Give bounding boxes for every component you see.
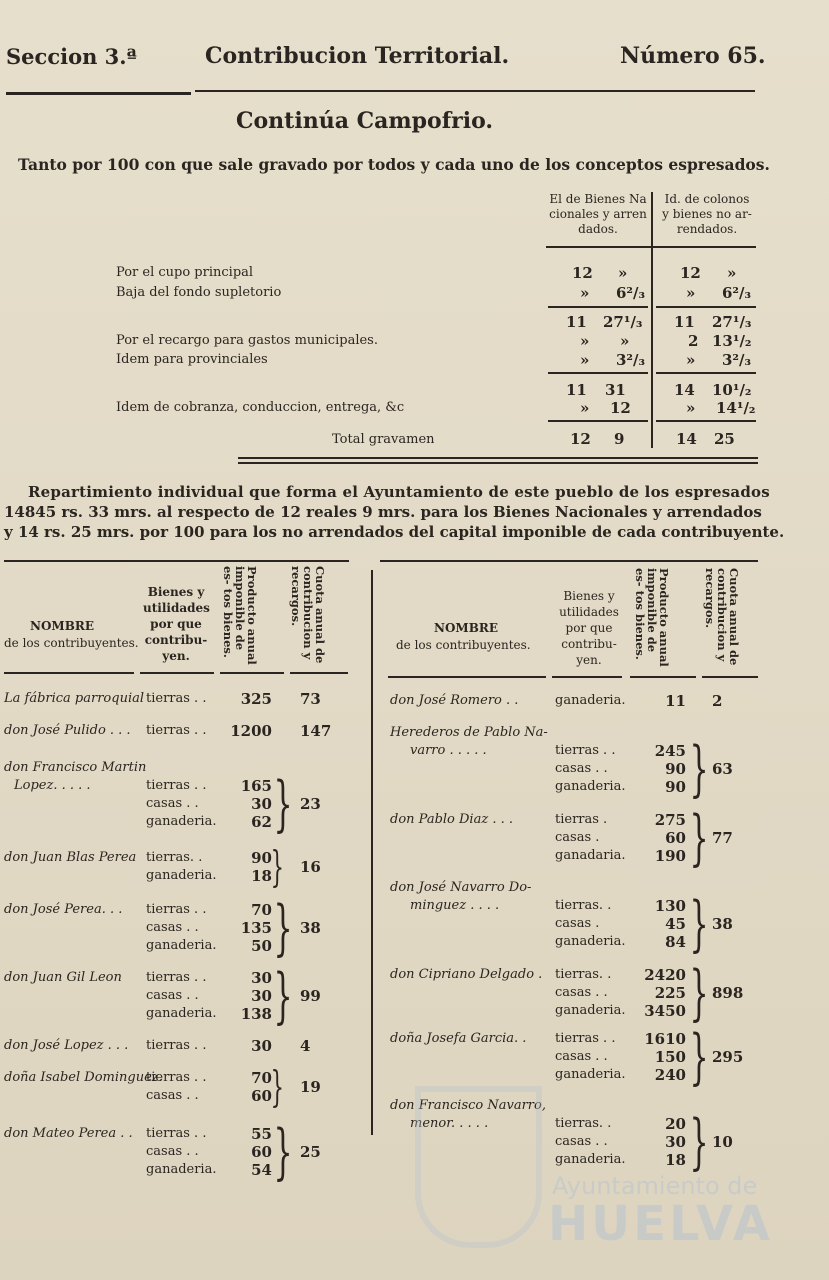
asset-value: 135 (240, 919, 272, 937)
asset-value: 150 (654, 1048, 686, 1066)
contributor-name: don Francisco Martin (4, 760, 147, 775)
row-cupo-a1: 12 (572, 264, 593, 282)
table-top-rule-right (380, 560, 758, 562)
tanto-line: Tanto por 100 con que sale gravado por todos y cada uno de los conceptos espresados. (18, 155, 770, 174)
asset-type: tierras. . (555, 967, 612, 982)
col-header-colonos: Id. de colonos y bienes no ar- rendados. (662, 192, 752, 236)
row-label-total: Total gravamen (332, 432, 435, 447)
asset-value: 30 (251, 987, 272, 1005)
cuota-value: 10 (712, 1133, 733, 1151)
asset-value: 275 (654, 811, 686, 829)
row-mun-b1: 2 (688, 332, 699, 350)
asset-type: ganaderia. (146, 868, 217, 883)
row-label-municipales: Por el recargo para gastos municipales. (116, 333, 378, 348)
table-top-rule-left (4, 560, 349, 562)
th-producto-left: Producto anual imponible de es- tos bienes. (221, 566, 259, 665)
asset-type: casas . . (555, 985, 608, 1000)
asset-type: casas . (555, 916, 600, 931)
row-cupo-b2: » (727, 264, 737, 282)
asset-type: casas . . (146, 988, 199, 1003)
contributor-name: don Juan Gil Leon (4, 970, 122, 985)
section-label: Seccion 3.ª (6, 44, 137, 69)
town-subtitle: Continúa Campofrio. (236, 108, 494, 134)
cuota-value: 25 (300, 1143, 321, 1161)
asset-value: 2420 (644, 966, 686, 984)
brace-icon: } (270, 1062, 285, 1111)
th-rule-6 (552, 676, 622, 678)
brace-icon: } (689, 1022, 709, 1092)
contributor-name: menor. . . . . (410, 1116, 489, 1131)
page-number: Número 65. (620, 43, 766, 69)
row-label-baja: Baja del fondo supletorio (116, 285, 282, 300)
row-mun-b2: 13¹/₂ (712, 332, 752, 350)
row-prov-b1: » (686, 351, 696, 369)
row-sub1-a2: 27¹/₃ (603, 313, 643, 331)
asset-value: 54 (251, 1161, 272, 1179)
asset-value: 62 (251, 813, 272, 831)
brace-icon: } (270, 842, 285, 891)
total-rule-a (548, 420, 648, 422)
row-sub1-a1: 11 (566, 313, 587, 331)
contributor-name: varro . . . . . (410, 743, 487, 758)
brace-icon: } (689, 958, 709, 1028)
asset-type: ganaderia. (555, 693, 626, 708)
th-rule-7 (630, 676, 696, 678)
asset-type: casas . . (146, 796, 199, 811)
asset-type: tierras . . (146, 1038, 207, 1053)
contributor-name: don Pablo Diaz . . . (390, 812, 513, 827)
reparto-line-3: y 14 rs. 25 mrs. por 100 para los no arrendados del capital imponible de cada contribuyente. (4, 523, 785, 541)
asset-value: 190 (654, 847, 686, 865)
asset-value: 138 (240, 1005, 272, 1023)
asset-type: tierras . . (555, 1031, 616, 1046)
asset-value: 11 (665, 692, 686, 710)
asset-value: 60 (251, 1143, 272, 1161)
asset-type: casas . . (555, 761, 608, 776)
contributor-name: don Francisco Navarro, (390, 1098, 546, 1113)
brace-icon: } (273, 961, 293, 1031)
asset-value: 20 (665, 1115, 686, 1133)
asset-value: 325 (240, 690, 272, 708)
contributor-name: don José Navarro Do- (390, 880, 532, 895)
col-header-nacionales: El de Bienes Na cionales y arren dados. (549, 192, 647, 236)
asset-value: 84 (665, 933, 686, 951)
asset-type: tierras. . (555, 1116, 612, 1131)
contributor-name: don José Romero . . (390, 693, 519, 708)
brace-icon: } (273, 1117, 293, 1187)
cuota-value: 38 (300, 919, 321, 937)
brace-icon: } (689, 734, 709, 804)
th-contrib-right: de los contribuyentes. (396, 638, 531, 652)
row-cupo-b1: 12 (680, 264, 701, 282)
row-prov-b2: 3²/₃ (722, 351, 752, 369)
row-cob-a2: 12 (610, 399, 631, 417)
contributor-name: don Juan Blas Perea (4, 850, 137, 865)
contributor-name: don José Perea. . . (4, 902, 123, 917)
row-label-cobranza: Idem de cobranza, conduccion, entrega, &c (116, 400, 405, 415)
row-prov-a2: 3²/₃ (616, 351, 646, 369)
asset-type: tierras . . (146, 691, 207, 706)
row-baja-b2: 6²/₃ (722, 284, 752, 302)
subtotal-rule-2b (656, 372, 756, 374)
double-rule-top (238, 457, 758, 459)
subtotal-rule-2a (548, 372, 648, 374)
th-rule-5 (388, 676, 546, 678)
contributor-name: Lopez. . . . . (14, 778, 91, 793)
brace-icon: } (689, 889, 709, 959)
header-rule-left (6, 92, 191, 95)
asset-type: tierras . . (555, 743, 616, 758)
asset-value: 90 (665, 760, 686, 778)
asset-value: 225 (654, 984, 686, 1002)
asset-value: 3450 (644, 1002, 686, 1020)
asset-value: 165 (240, 777, 272, 795)
cuota-value: 295 (712, 1048, 744, 1066)
asset-type: ganaderia. (146, 1006, 217, 1021)
brace-icon: } (273, 893, 293, 963)
asset-type: ganaderia. (555, 1067, 626, 1082)
th-rule-3 (220, 672, 284, 674)
asset-type: tierras . . (146, 970, 207, 985)
asset-type: casas . . (555, 1049, 608, 1064)
row-baja-a1: » (580, 284, 590, 302)
row-sub1-b1: 11 (674, 313, 695, 331)
row-cob-b1: » (686, 399, 696, 417)
th-rule-1 (4, 672, 134, 674)
double-rule-bottom (238, 462, 758, 464)
row-label-cupo: Por el cupo principal (116, 265, 254, 280)
reparto-line-2: 14845 rs. 33 mrs. al respecto de 12 reales 9 mrs. para los Bienes Nacionales y arrendados (4, 503, 762, 521)
asset-value: 90 (251, 849, 272, 867)
th-rule-2 (140, 672, 214, 674)
row-baja-b1: » (686, 284, 696, 302)
th-contrib-left: de los contribuyentes. (4, 636, 139, 650)
th-rule-8 (702, 676, 758, 678)
row-prov-a1: » (580, 351, 590, 369)
row-mun-a1: » (580, 332, 590, 350)
contributor-name: don Cipriano Delgado . (390, 967, 543, 982)
cuota-value: 23 (300, 795, 321, 813)
cuota-value: 38 (712, 915, 733, 933)
asset-type: ganaderia. (146, 814, 217, 829)
row-cupo-a2: » (618, 264, 628, 282)
contributor-name: don José Lopez . . . (4, 1038, 129, 1053)
cuota-value: 4 (300, 1037, 311, 1055)
row-baja-a2: 6²/₃ (616, 284, 646, 302)
brace-icon: } (689, 803, 709, 873)
asset-type: tierras. . (146, 850, 203, 865)
asset-type: casas . . (555, 1134, 608, 1149)
row-label-provinciales: Idem para provinciales (116, 352, 268, 367)
page-title: Contribucion Territorial. (205, 43, 510, 69)
th-bienes-left: Bienes y utilidades por que contribu- yen. (143, 585, 210, 663)
brace-icon: } (689, 1107, 709, 1177)
cuota-value: 147 (300, 722, 332, 740)
watermark-line-1: Ayuntamiento de (552, 1172, 758, 1200)
asset-type: ganadaria. (555, 848, 626, 863)
subtotal-rule-1b (656, 306, 756, 308)
asset-value: 60 (665, 829, 686, 847)
th-bienes-right: Bienes y utilidades por que contribu- yen. (559, 589, 619, 667)
asset-value: 55 (251, 1125, 272, 1143)
row-sub1-b2: 27¹/₃ (712, 313, 752, 331)
cuota-value: 19 (300, 1078, 321, 1096)
th-cuota-left: Cuota anual de contribucion y recargos. (289, 566, 327, 664)
watermark-shield-icon (415, 1086, 542, 1248)
row-mun-a2: » (620, 332, 630, 350)
asset-value: 70 (251, 901, 272, 919)
asset-value: 60 (251, 1087, 272, 1105)
asset-type: tierras . . (146, 902, 207, 917)
asset-type: tierras . . (146, 1126, 207, 1141)
row-cob-a1: » (580, 399, 590, 417)
reparto-line-1: Repartimiento individual que forma el Ayuntamiento de este pueblo de los espresados (28, 483, 770, 501)
asset-type: ganaderia. (146, 938, 217, 953)
cuota-value: 77 (712, 829, 733, 847)
asset-value: 130 (654, 897, 686, 915)
asset-value: 18 (251, 867, 272, 885)
row-total-b1: 14 (676, 430, 697, 448)
contributor-name: don José Pulido . . . (4, 723, 131, 738)
total-rule-b (656, 420, 756, 422)
asset-type: casas . (555, 830, 600, 845)
asset-type: ganaderia. (555, 1152, 626, 1167)
cuota-value: 898 (712, 984, 744, 1002)
asset-type: ganaderia. (555, 1003, 626, 1018)
asset-type: tierras. . (555, 898, 612, 913)
contributor-name: Herederos de Pablo Na- (390, 725, 548, 740)
asset-value: 50 (251, 937, 272, 955)
cuota-value: 2 (712, 692, 723, 710)
subtotal-rule-1a (548, 306, 648, 308)
contributor-name: minguez . . . . (410, 898, 500, 913)
th-nombre-left: NOMBRE (30, 619, 94, 633)
th-cuota-right: Cuota anual de contribucion y recargos. (703, 568, 741, 666)
contributor-name: doña Isabel Dominguez. (4, 1070, 163, 1085)
th-producto-right: Producto anual imponible de es- tos bienes. (633, 568, 671, 667)
asset-value: 90 (665, 778, 686, 796)
contributor-name: doña Josefa Garcia. . (390, 1031, 527, 1046)
row-cob-b2: 14¹/₂ (716, 399, 756, 417)
asset-type: ganaderia. (555, 934, 626, 949)
asset-value: 45 (665, 915, 686, 933)
asset-type: tierras . . (146, 778, 207, 793)
asset-type: casas . . (146, 920, 199, 935)
asset-type: tierras . . (146, 1070, 207, 1085)
cuota-value: 73 (300, 690, 321, 708)
asset-value: 1610 (644, 1030, 686, 1048)
row-total-b2: 25 (714, 430, 735, 448)
contributor-name: don Mateo Perea . . (4, 1126, 133, 1141)
row-sub2-b1: 14 (674, 381, 695, 399)
row-sub2-b2: 10¹/₂ (712, 381, 752, 399)
header-rule-right (195, 90, 755, 92)
asset-value: 30 (251, 969, 272, 987)
asset-value: 1200 (230, 722, 272, 740)
asset-value: 18 (665, 1151, 686, 1169)
th-rule-4 (290, 672, 348, 674)
asset-value: 70 (251, 1069, 272, 1087)
watermark-line-2: HUELVA (548, 1196, 773, 1252)
asset-type: ganaderia. (555, 779, 626, 794)
th-nombre-right: NOMBRE (434, 621, 498, 635)
row-total-a1: 12 (570, 430, 591, 448)
row-sub2-a2: 31 (605, 381, 626, 399)
asset-type: casas . . (146, 1088, 199, 1103)
col-divider (651, 192, 653, 448)
center-divider (371, 570, 373, 1135)
asset-type: casas . . (146, 1144, 199, 1159)
row-total-a2: 9 (614, 430, 625, 448)
asset-value: 240 (654, 1066, 686, 1084)
asset-type: tierras . . (146, 723, 207, 738)
cuota-value: 63 (712, 760, 733, 778)
row-sub2-a1: 11 (566, 381, 587, 399)
brace-icon: } (273, 769, 293, 839)
asset-type: ganaderia. (146, 1162, 217, 1177)
asset-type: tierras . (555, 812, 608, 827)
asset-value: 245 (654, 742, 686, 760)
contributor-name: La fábrica parroquial (4, 691, 145, 706)
asset-value: 30 (665, 1133, 686, 1151)
asset-value: 30 (251, 1037, 272, 1055)
asset-value: 30 (251, 795, 272, 813)
cuota-value: 99 (300, 987, 321, 1005)
cuota-value: 16 (300, 858, 321, 876)
